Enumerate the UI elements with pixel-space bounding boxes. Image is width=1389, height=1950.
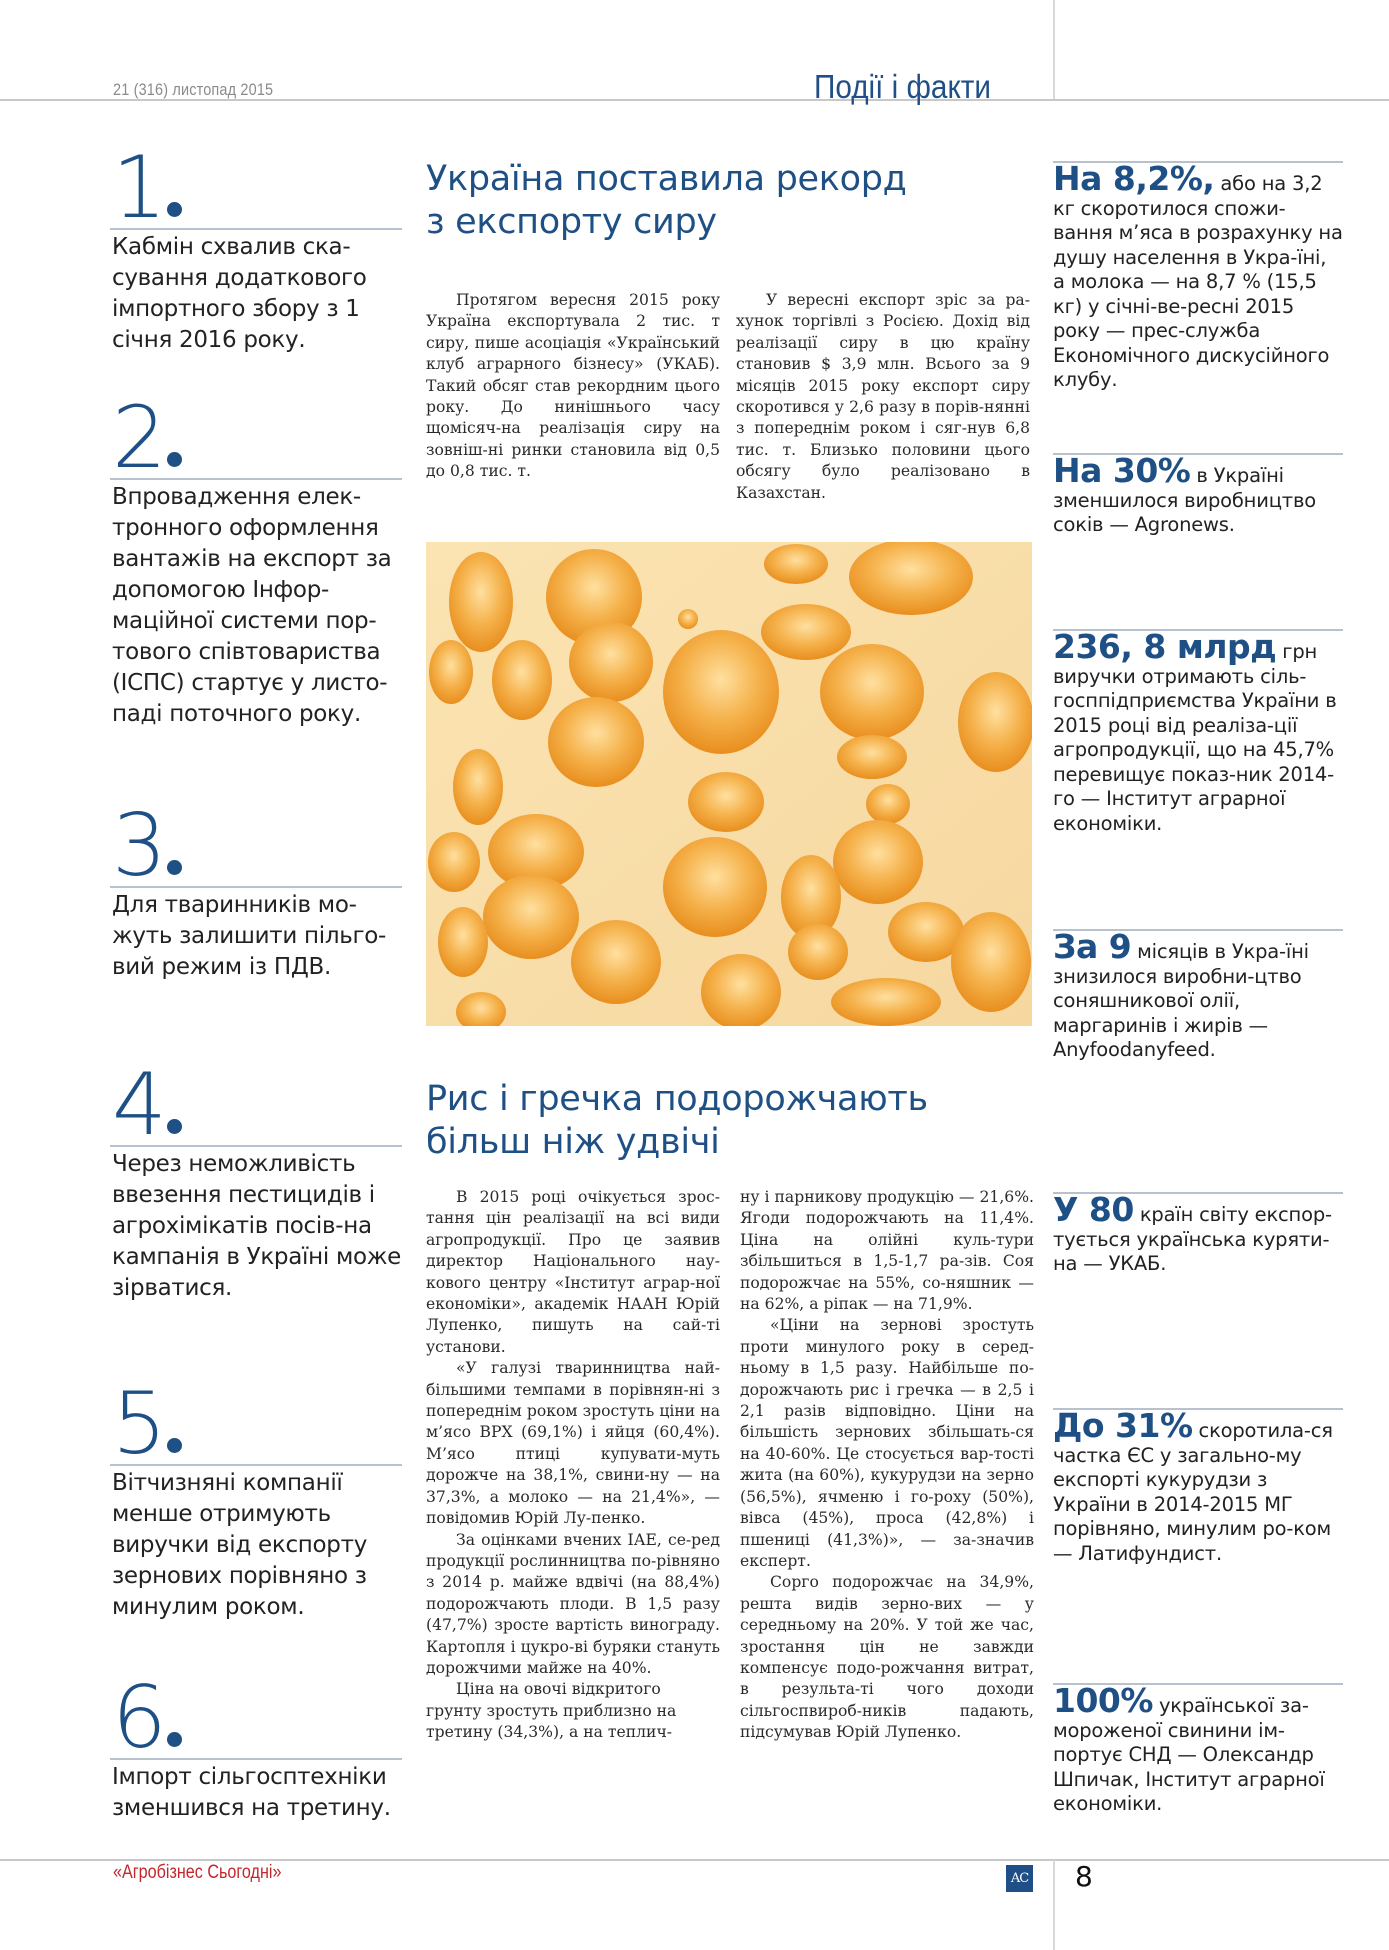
paragraph: Ціна на овочі відкритого грунту зростуть приблизно на третину (34,3%), а на теплич- (426, 1680, 677, 1742)
fact-7 (1053, 1683, 1343, 1817)
fact-body: країн світу експор-тується українська куряти-на — УКАБ. (1053, 1203, 1332, 1275)
title-line: більш ніж удвічі (426, 1122, 720, 1162)
fact-text (1053, 627, 1343, 836)
item-text: Вітчизняні компанії менше отримують виручки від експорту зернових порівняно з минулим роком. (112, 1470, 368, 1620)
fact-body: грн виручки отримають сіль-госппідприємства України в 2015 році від реаліза-ції агропродукції, що на 45,7% перевищує показ-ник 2014-го — Інститут аграрної економіки. (1053, 640, 1337, 835)
paragraph: «Ціни на зернові зростуть проти минулого року в серед-ньому в 1,5 разу. Найбільше по-дорожчають рис і гречка — в 2,5 і 2,1 разів відповідно. Ціни на більшість зернових збільшать-ся на 40-60%. Це стосується вар-тості жита (на 60%), кукурудзи на зерно (56,5%), ячменю і го-роху (50%), вівса (45%), проса (42,8%) і пшениці (41,3%)», — за-значив експерт. (740, 1316, 1034, 1570)
right-margin-rule (1053, 0, 1055, 99)
fact-text (1053, 1190, 1343, 1277)
fact-text (1053, 927, 1343, 1063)
article-rice-col2 (740, 1187, 1034, 1744)
cheese-image-icon (426, 542, 1032, 1026)
item-text: Для тваринників мо-жуть залишити пільго-вий режим із ПДВ. (112, 892, 387, 980)
fact-text (1053, 1681, 1343, 1817)
fact-highlight: На 30% (1053, 451, 1191, 490)
paragraph: В 2015 році очікується зрос-тання цін реалізації на всі види агропродукції. Про це заявив директор Національного нау-кового центру «Інститут аграр-ної економіки», академік НААН Юрій Лупенко, пишуть на сай-ті установи. (426, 1188, 720, 1356)
fact-body: української за-мороженої свинини ім-портує СНД — Олександр Шпичак, Інститут аграрної економіки. (1053, 1694, 1325, 1815)
fact-highlight: 236, 8 млрд (1053, 627, 1277, 666)
title-line: з експорту сиру (426, 202, 717, 242)
item-number: 6 (112, 1682, 402, 1754)
issue-label: 21 (316) листопад 2015 (113, 80, 274, 99)
item-number: 4 (112, 1069, 402, 1141)
fact-highlight: До 31% (1053, 1406, 1193, 1445)
fact-highlight: 100% (1053, 1681, 1153, 1720)
item-text: Впровадження елек-тронного оформлення вантажів на експорт за допомогою Інфор-маційної системи пор-тового співтовариства (ІСПС) стартує у листо-паді поточного року. (112, 484, 392, 727)
item-number: 2 (112, 402, 402, 474)
article-rice-title (426, 1078, 1026, 1164)
news-item-4 (112, 1055, 402, 1304)
item-number: 5 (112, 1388, 402, 1460)
article-cheese-col2 (736, 290, 1030, 504)
fact-text (1053, 451, 1343, 538)
fact-2 (1053, 453, 1343, 538)
fact-highlight: За 9 (1053, 927, 1132, 966)
article-cheese-title (426, 158, 1026, 244)
article-rice-col1 (426, 1187, 720, 1744)
paragraph: «У галузі тваринництва най-більшими темпами в порівнян-ні з попереднім роком зростуть ціни на м’ясо ВРХ (69,1%) і яйця (60,4%). М’ясо птиці купувати-муть дорожче на 38,1%, свини-ну — на 37,3%, а молоко — на 21,4%», — повідомив Юрій Лу-пенко. (426, 1359, 720, 1528)
fact-body: місяців в Укра-їні знизилося виробни-цтво соняшникової олії, маргаринів і жирів — Anyfoodanyfeed. (1053, 940, 1309, 1061)
fact-highlight: У 80 (1053, 1190, 1134, 1229)
paragraph: У вересні експорт зріс за ра-хунок торгівлі з Росією. Дохід від реалізації сиру в цю країну становив $ 3,9 млн. Всього за 9 місяців 2015 року експорт сиру скоротився у 2,6 разу в порів-нянні з попереднім роком і сяг-нув 6,8 тис. т. Близько половини цього обсягу було реалізовано в Казахстан. (736, 291, 1030, 502)
title-line: Рис і гречка подорожчають (426, 1079, 928, 1119)
paragraph: ну і парникову продукцію — 21,6%. Ягоди подорожчають на 11,4%. Ціна на олійні куль-тури збільшиться в 1,5-1,7 ра-зів. Соя подорожчає на 55%, со-няшник — на 62%, а ріпак — на 71,9%. (740, 1188, 1034, 1314)
article-cheese-col1 (426, 290, 720, 483)
item-number: 1 (112, 152, 402, 224)
fact-text (1053, 1406, 1343, 1566)
fact-highlight: На 8,2%, (1053, 159, 1215, 198)
title-line: Україна поставила рекорд (426, 159, 907, 199)
fact-text (1053, 159, 1343, 393)
item-text: Імпорт сільгосптехніки зменшився на третину. (112, 1764, 391, 1821)
footer-rule (0, 1859, 1389, 1861)
page-number: 8 (1075, 1860, 1093, 1893)
fact-6 (1053, 1408, 1343, 1566)
section-title: Події і факти (814, 68, 991, 105)
fact-1 (1053, 161, 1343, 393)
cheese-photo (426, 542, 1032, 1026)
footer-divider (1053, 1860, 1055, 1950)
fact-body: або на 3,2 кг скоротилося спожи-вання м’яса в розрахунку на душу населення в Укра-їні, а молока — на 8,7 % (15,5 кг) у січні-ве-ресні 2015 року — прес-служба Економічного дискусійного клубу. (1053, 172, 1343, 391)
news-item-6 (112, 1668, 402, 1824)
paragraph: За оцінками вчених ІАЕ, се-ред продукції рослинництва по-рівняно з 2014 р. майже вдвічі (на 88,4%) подорожчають плоди. В 1,5 разу (47,7%) зросте вартість винограду. Картопля і цукро-ві буряки стануть дорожчими майже на 40%. (426, 1530, 720, 1677)
item-number: 3 (112, 810, 402, 882)
paragraph: Протягом вересня 2015 року Україна експортувала 2 тис. т сиру, пише асоціація «Український клуб аграрного бізнесу» (УКАБ). Такий обсяг став рекордним цього року. До нинішнього часу щомісяч-на реалізація сиру на зовніш-ні ринки становила від 0,5 до 0,8 тис. т. (426, 291, 720, 481)
fact-body: в Україні зменшилося виробництво соків — Agronews. (1053, 464, 1316, 536)
news-item-1 (112, 138, 402, 356)
news-item-2 (112, 388, 402, 730)
item-text: Через неможливість ввезення пестицидів і агрохімікатів посів-на кампанія в Україні може зірватися. (112, 1151, 402, 1301)
news-item-3 (112, 796, 402, 983)
fact-body: скоротила-ся частка ЄС у загально-му експорті кукурудзи з України в 2014-2015 МГ порівняно, минулим ро-ком — Латифундист. (1053, 1419, 1333, 1565)
item-text: Кабмін схвалив ска-сування додаткового імпортного збору з 1 січня 2016 року. (112, 234, 367, 353)
news-item-5 (112, 1374, 402, 1623)
fact-4 (1053, 929, 1343, 1063)
fact-3 (1053, 629, 1343, 836)
fact-5 (1053, 1192, 1343, 1277)
publication-name: «Агробізнес Сьогодні» (113, 1862, 282, 1883)
ac-logo-icon: AC (1006, 1865, 1033, 1892)
paragraph: Сорго подорожчає на 34,9%, решта видів зерно-вих — у середньому на 20%. У той же час, зростання цін не завжди компенсує подо-рожчання витрат, в результа-ті чого доходи сільгоспвироб-ників падають, підсумував Юрій Лупенко. (740, 1573, 1034, 1742)
